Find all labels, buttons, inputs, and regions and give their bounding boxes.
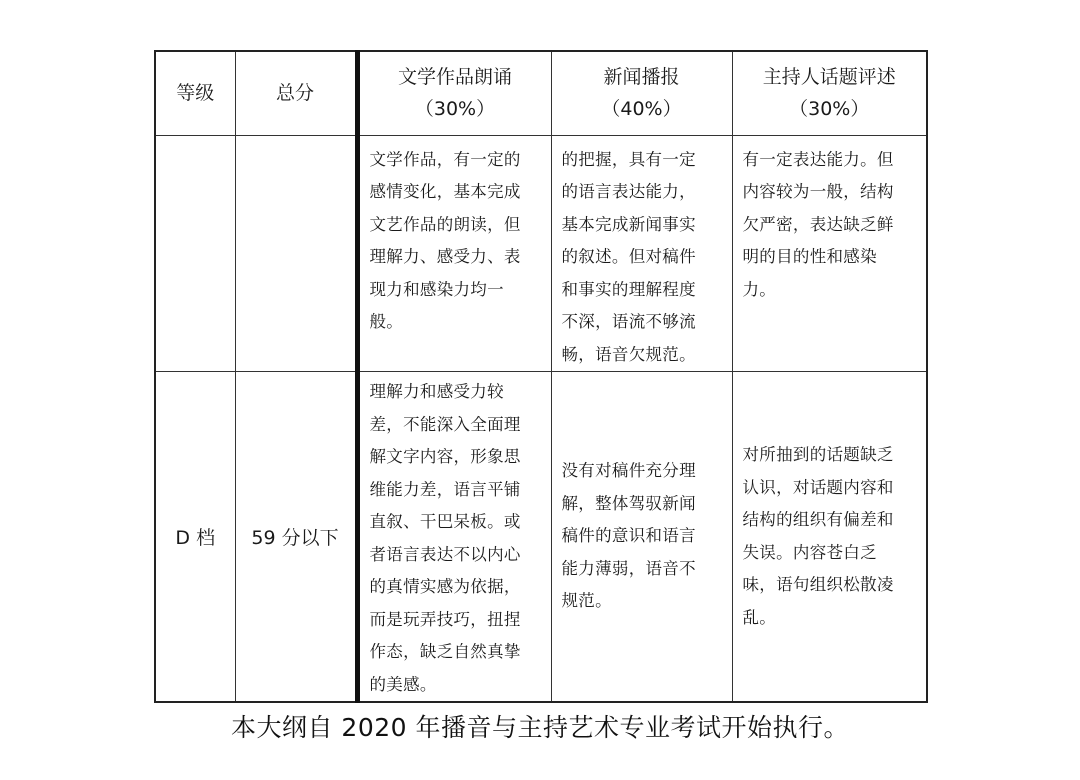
row-news-text: 的把握，具有一定 的语言表达能力， 基本完成新闻事实 的叙述。但对稿件 和事实的理解程度 不深，语流不够流 畅，语音欠规范。: [561, 149, 696, 364]
row-topic-text: 对所抽到的话题缺乏 认识，对话题内容和 结构的组织有偏差和 失误。内容苍白乏 味，语句组织松散凌 乱。: [742, 445, 894, 627]
row-topic-cell: [732, 135, 927, 372]
header-host-topic-commentary-title: 主持人话题评述: [762, 66, 896, 89]
header-host-topic-commentary: [732, 51, 927, 135]
header-literary-recitation: [357, 51, 551, 135]
header-news-broadcast-title: 新闻播报: [603, 66, 680, 89]
row-literary-cell: [357, 135, 551, 372]
row-literary-cell: [357, 372, 551, 703]
header-total-score: 总分: [235, 51, 357, 135]
grading-table: [154, 50, 928, 703]
table-row: [155, 135, 927, 372]
row-news-text: 没有对稿件充分理 解，整体驾驭新闻 稿件的意识和语言 能力薄弱，语音不 规范。: [561, 461, 696, 611]
row-grade-cell: [155, 135, 235, 372]
row-literary-text: 文学作品，有一定的 感情变化，基本完成 文艺作品的朗读，但 理解力、感受力、表 现力和感染力均一 般。: [369, 149, 521, 331]
row-news-cell: [551, 135, 732, 372]
row-topic-cell: [732, 372, 927, 703]
header-news-broadcast: [551, 51, 732, 135]
row-news-cell: [551, 372, 732, 703]
row-literary-text: 理解力和感受力较 差，不能深入全面理 解文字内容，形象思 维能力差，语言平铺 直叙、干巴呆板。或 者语言表达不以内心 的真情实感为依据， 而是玩弄技巧，扭捏 作态，缺乏自然真挚 的美感。: [369, 382, 521, 694]
header-host-topic-commentary-weight: （30%）: [789, 98, 870, 121]
row-total-cell: 59 分以下: [235, 372, 357, 703]
footer-note: 本大纲自 2020 年播音与主持艺术专业考试开始执行。: [230, 713, 850, 742]
row-grade-cell: D 档: [155, 372, 235, 703]
header-literary-recitation-weight: （30%）: [414, 98, 496, 121]
table-header-row: [155, 51, 927, 135]
header-news-broadcast-weight: （40%）: [601, 98, 682, 121]
row-total-cell: [235, 135, 357, 372]
row-topic-text: 有一定表达能力。但 内容较为一般，结构 欠严密，表达缺乏鲜 明的目的性和感染 力。: [742, 149, 894, 299]
table-row: [155, 372, 927, 703]
header-literary-recitation-title: 文学作品朗诵: [397, 66, 512, 89]
header-grade: 等级: [155, 51, 235, 135]
